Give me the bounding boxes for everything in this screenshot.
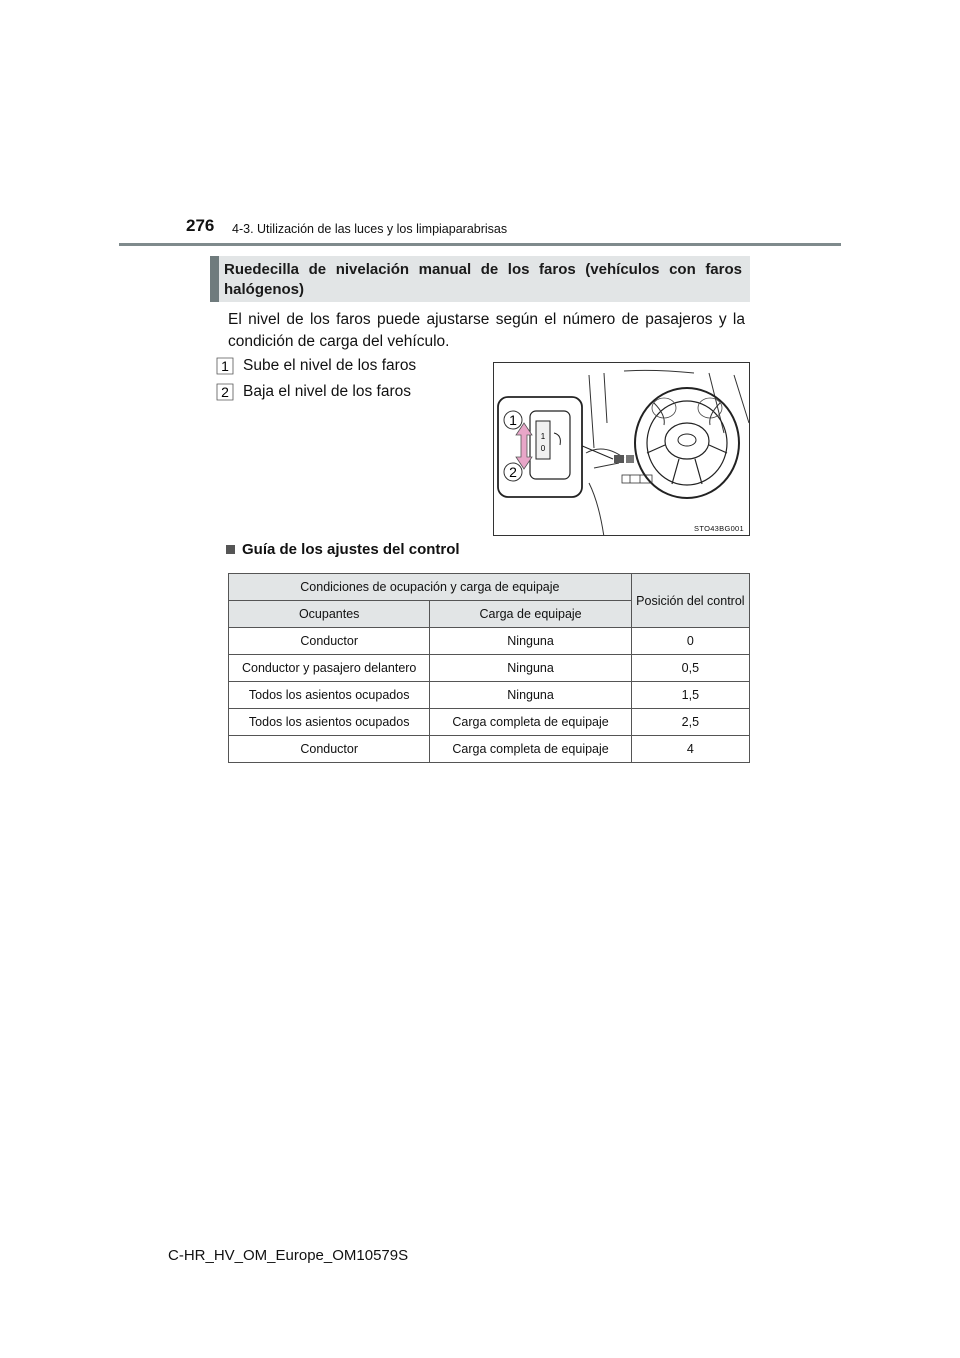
table-row bbox=[229, 709, 750, 736]
figure-code: STO43BG001 bbox=[694, 524, 744, 533]
step-text-2: Baja el nivel de los faros bbox=[243, 383, 412, 400]
dashboard-illustration bbox=[493, 362, 750, 536]
occupants-cell: Todos los asientos ocupados bbox=[229, 682, 430, 709]
subsection-heading bbox=[210, 256, 750, 302]
step-item-1 bbox=[216, 357, 416, 375]
position-cell: 0,5 bbox=[631, 655, 749, 682]
steering-wheel-illustration bbox=[494, 363, 750, 536]
occupants-cell: Conductor bbox=[229, 628, 430, 655]
load-cell: Ninguna bbox=[430, 682, 631, 709]
load-cell: Ninguna bbox=[430, 655, 631, 682]
callout-1: 1 bbox=[509, 412, 517, 428]
table-group-header: Condiciones de ocupación y carga de equipaje bbox=[229, 574, 632, 601]
occupants-cell: Conductor y pasajero delantero bbox=[229, 655, 430, 682]
section-title: 4-3. Utilización de las luces y los limpiaparabrisas bbox=[232, 222, 508, 236]
table-position-header: Posición del control bbox=[631, 574, 749, 628]
step-text-1: Sube el nivel de los faros bbox=[243, 357, 417, 374]
heading-text: Ruedecilla de nivelación manual de los faros (vehículos con faros halógenos) bbox=[224, 261, 742, 298]
guide-title bbox=[226, 541, 460, 558]
position-cell: 1,5 bbox=[631, 682, 749, 709]
load-cell: Carga completa de equipaje bbox=[430, 736, 631, 763]
intro-paragraph: El nivel de los faros puede ajustarse según el número de pasajeros y la condición de carga del vehículo. bbox=[228, 311, 745, 350]
table-occupants-header: Ocupantes bbox=[229, 601, 430, 628]
square-bullet-icon bbox=[226, 545, 235, 554]
dial-mark-0: 0 bbox=[540, 444, 546, 453]
table-row bbox=[229, 655, 750, 682]
step-number-1-icon bbox=[216, 357, 234, 375]
heading-accent-bar bbox=[210, 256, 219, 302]
position-cell: 0 bbox=[631, 628, 749, 655]
guide-title-text: Guía de los ajustes del control bbox=[242, 541, 460, 558]
svg-text:2: 2 bbox=[221, 384, 229, 400]
step-item-2 bbox=[216, 383, 411, 401]
settings-table bbox=[228, 573, 750, 763]
load-cell: Ninguna bbox=[430, 628, 631, 655]
load-cell: Carga completa de equipaje bbox=[430, 709, 631, 736]
position-cell: 4 bbox=[631, 736, 749, 763]
table-row bbox=[229, 736, 750, 763]
dial-mark-1: 1 bbox=[540, 432, 546, 441]
position-cell: 2,5 bbox=[631, 709, 749, 736]
svg-text:1: 1 bbox=[221, 358, 229, 374]
table-load-header: Carga de equipaje bbox=[430, 601, 631, 628]
header-divider bbox=[119, 243, 841, 246]
step-number-2-icon bbox=[216, 383, 234, 401]
page-number: 276 bbox=[186, 216, 215, 235]
occupants-cell: Todos los asientos ocupados bbox=[229, 709, 430, 736]
table-row bbox=[229, 682, 750, 709]
document-id-footer: C-HR_HV_OM_Europe_OM10579S bbox=[168, 1247, 409, 1264]
table-row bbox=[229, 628, 750, 655]
occupants-cell: Conductor bbox=[229, 736, 430, 763]
callout-2: 2 bbox=[509, 464, 517, 480]
